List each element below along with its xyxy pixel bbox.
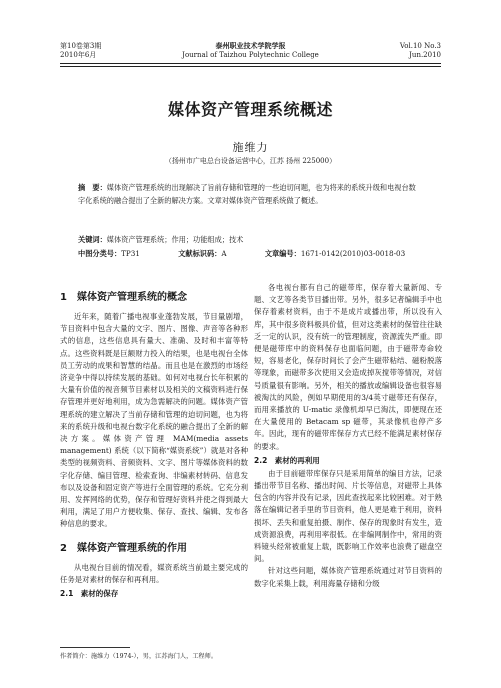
footnote-rule (60, 647, 130, 648)
section-1-heading: 1 媒体资产管理系统的概念 (60, 292, 187, 303)
keywords-text: 媒体资产管理系统；作用；功能组成；技术 (106, 235, 244, 244)
right-column (254, 282, 442, 590)
section-2-2-paragraph-2: 针对这些问题，媒体资产管理系统通过对节目资料的数字化采集上载，利用海量存储和分级 (254, 566, 442, 588)
keywords-line (78, 235, 423, 245)
article-no-label: 文章编号： (264, 249, 301, 258)
subsection-2-2-heading: 2.2 素材的再利用 (254, 455, 320, 465)
article-meta (78, 235, 423, 259)
abstract-text: 媒体资产管理系统的出现解决了旨前存储和管理的一些迫切问题，也为将来的系统升级和电视台数字化系统的融合提出了全新的解决方案。文章对媒体资产管理系统做了概述。 (78, 183, 416, 205)
header-date-en: Jun.2010 (409, 51, 441, 59)
clc-value: TP31 (121, 249, 140, 258)
author-affiliation: （扬州市广电总台设备运营中心，江苏 扬州 225000） (164, 157, 337, 165)
header-vol-en (400, 42, 441, 60)
clc-label: 中图分类号： (78, 249, 122, 258)
journal-header (60, 42, 441, 72)
section-2-2-paragraph: 由于目前磁带库保存只是采用简单的编目方法，记录播出带节目名称、播出时间、片长等信息，对磁带上具体包含的内容并没有记录，因此查找起来比较困难。对于熟落在编辑记者手里的节目资料，他人更是难于利用，资料损坏、丢失和重复拍摄、制作、保存的现象时有发生，造成资源浪费，再利用率很低。在非编网制作中，常用的资料镜头经常被重复上载，既影响工作效率也浪费了磁盘空间。 (254, 468, 442, 564)
section-2-heading: 2 媒体资产管理系统的作用 (60, 542, 187, 554)
doc-code-value: A (221, 249, 227, 258)
header-rule (60, 63, 441, 67)
doc-code-label: 文献标识码： (178, 249, 222, 258)
classification-line (78, 249, 423, 259)
paper-author: 施维力 (232, 141, 269, 154)
abstract (78, 181, 423, 207)
article-no-value: 1671-0142(2010)03-0018-03 (300, 249, 406, 258)
author-footnote: 作者简介：施维力（1974-），男，江苏海门人，工程师。 (60, 653, 218, 660)
subsection-2-1-heading: 2.1 素材的保存 (60, 589, 119, 599)
header-journal-cn: 泰州职业技术学院学报 (215, 42, 286, 50)
section-2-1-paragraph: 各电视台都有自己的磁带库，保存着大量新闻、专题、文艺等各类节目播出带。另外，很多记者编辑手中也保存着素材资料，由于不是成片或播出带，所以没有入库，其中很多资料极具价值，但对这类素材的保管往往缺乏一定的认识，没有统一的管理制度，资源流失严重。即便是磁带库中的资料保存也面临问题，由于磁带寿命较短，容易老化，保存时间长了会产生磁带粘结、磁粉脱落等现象，而磁带多次使用又会造成掉灰搅带等情况，对信号质量很有影响。另外，相关的播放或编辑设备也很容易被淘汰的风险，例如早期使用的3/4英寸磁带还有保存，而用来播放的 U-matic 录像机却早已淘汰，即便现在还在大量使用的 Betacam sp 磁带，其录像机也停产多年。因此，现有的磁带库保存方式已经不能满足素材保存的要求。 (254, 283, 442, 451)
header-journal (60, 42, 441, 60)
keywords-label: 关键词： (78, 235, 107, 244)
header-volume-issue: 第10卷第3期 (60, 42, 102, 50)
header-date: 2010年6月 (60, 51, 97, 59)
header-vol-no: Vol.10 No.3 (399, 42, 441, 50)
paper-title: 媒体资产管理系统概述 (167, 100, 333, 119)
header-journal-en: Journal of Taizhou Polytechnic College (182, 51, 319, 59)
section-1-paragraph: 近年来，随着广播电视事业蓬勃发展，节目量剧增，节目资料中包含大量的文字、图片、图像、声音等各种形式的信息，这些信息具有量大、准确、及时和丰富等特点。这些资料既是巨额财力投入的结果，也是电视台全体员工劳动的成果和智慧的结晶。而且也是在激烈的市场经济竞争中得以持续发展的基础。如何对电视台长年积累的大量有价值的视音频节目素材以及相关的文稿资料进行保存管理并更好地利用，成为急需解决的问题。媒体资产管理系统的建立解决了当前存储和管理的迫切问题，也为将来的系统升级和电视台数字化系统的融合提出了全新的解决方案。媒体资产管理 MAM(media assets management) 系统（以下简称“媒资系统”）就是对各种类型的视频资料、音频资料、文字、图片等媒体资料的数字化存储、编目管理、检索查询、非编素材转码、信息发布以及设备和固定资产等进行全面管理的系统。它充分利用、发挥网络的优势，保存和管理好资料并使之得到最大利用，满足了用户方便收集、保存、查找、编辑、发布各种信息的要求。 (60, 312, 248, 529)
abstract-label: 摘 要： (78, 183, 107, 192)
left-column (60, 282, 248, 601)
section-2-paragraph: 从电视台目前的情况看，媒资系统当前最主要完成的任务是对素材的保存和再利用。 (60, 562, 248, 584)
